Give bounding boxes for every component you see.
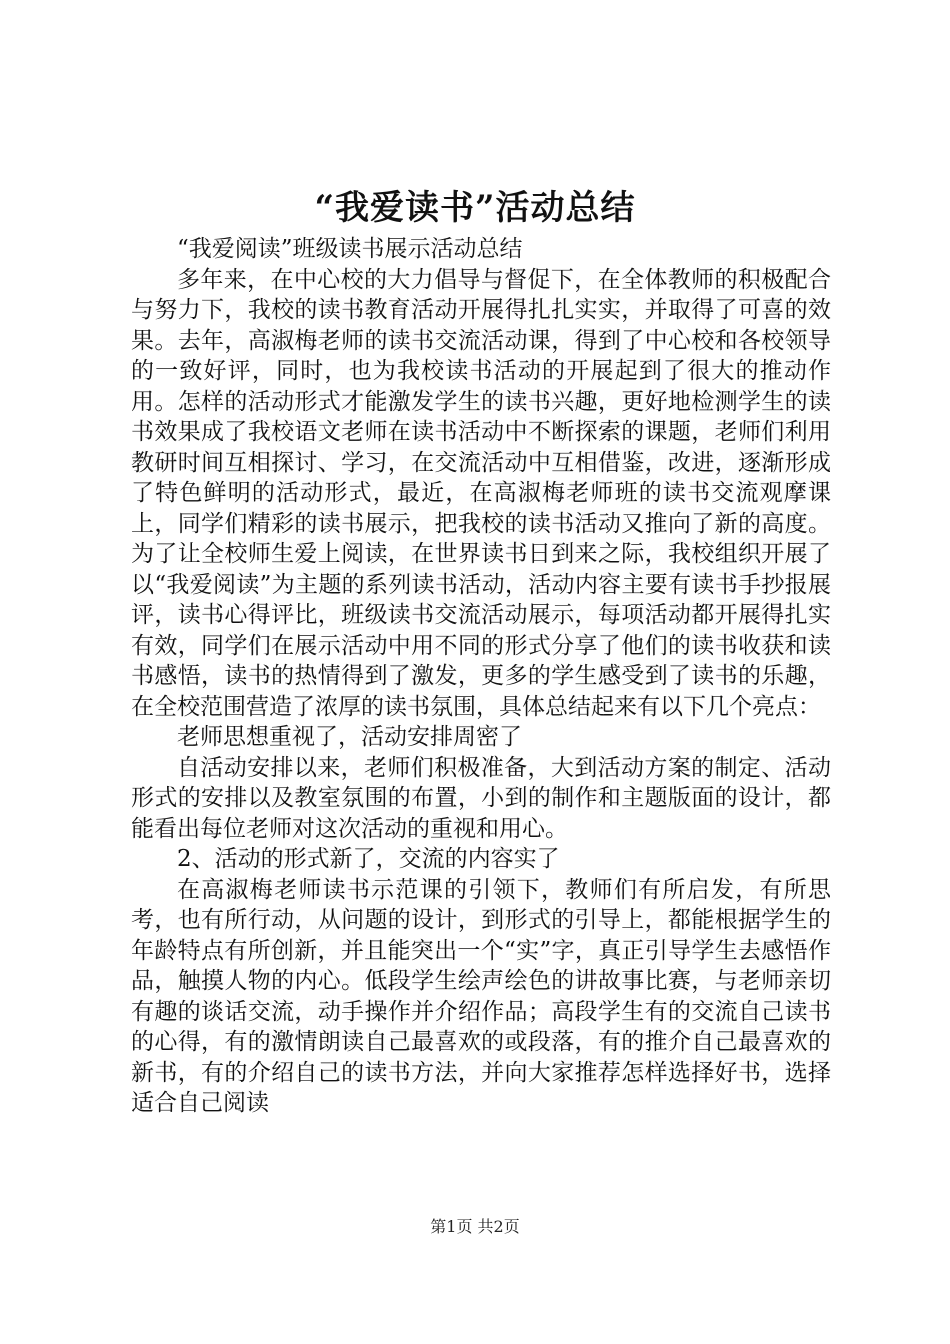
- document-body: [131, 234, 831, 1119]
- intro-paragraph: 多年来，在中心校的大力倡导与督促下，在全体教师的积极配合与努力下，我校的读书教育活动开展得扎扎实实，并取得了可喜的效果。去年，高淑梅老师的读书交流活动课，得到了中心校和各校领导的一致好评，同时，也为我校读书活动的开展起到了很大的推动作用。怎样的活动形式才能激发学生的读书兴趣，更好地检测学生的读书效果成了我校语文老师在读书活动中不断探索的课题，老师们利用教研时间互相探讨、学习，在交流活动中互相借鉴，改进，逐渐形成了特色鲜明的活动形式，最近，在高淑梅老师班的读书交流观摩课上，同学们精彩的读书展示，把我校的读书活动又推向了新的高度。为了让全校师生爱上阅读，在世界读书日到来之际，我校组织开展了以“我爱阅读”为主题的系列读书活动，活动内容主要有读书手抄报展评，读书心得评比，班级读书交流活动展示，每项活动都开展得扎实有效，同学们在展示活动中用不同的形式分享了他们的读书收获和读书感悟，读书的热情得到了激发，更多的学生感受到了读书的乐趣，在全校范围营造了浓厚的读书氛围，具体总结起来有以下几个亮点：: [131, 266, 831, 720]
- page-footer: [0, 1215, 950, 1239]
- section-heading-1: 老师思想重视了，活动安排周密了: [177, 724, 522, 750]
- section-heading-2: 2、活动的形式新了，交流的内容实了: [177, 846, 560, 872]
- document-title: “我爱读书”活动总结: [314, 188, 636, 228]
- page-indicator: 第1页 共2页: [430, 1217, 520, 1236]
- section-1-paragraph: 自活动安排以来，老师们积极准备，大到活动方案的制定、活动形式的安排以及教室氛围的布置，小到的制作和主题版面的设计，都能看出每位老师对这次活动的重视和用心。: [131, 754, 831, 842]
- subtitle-paragraph: “我爱阅读”班级读书展示活动总结: [177, 236, 523, 262]
- section-2-paragraph: 在高淑梅老师读书示范课的引领下，教师们有所启发，有所思考，也有所行动，从问题的设计，到形式的引导上，都能根据学生的年龄特点有所创新，并且能突出一个“实”字，真正引导学生去感悟作品，触摸人物的内心。低段学生绘声绘色的讲故事比赛，与老师亲切有趣的谈话交流，动手操作并介绍作品；高段学生有的交流自己读书的心得，有的激情朗读自己最喜欢的或段落，有的推介自己最喜欢的新书，有的介绍自己的读书方法，并向大家推荐怎样选择好书，选择适合自己阅读: [131, 876, 831, 1116]
